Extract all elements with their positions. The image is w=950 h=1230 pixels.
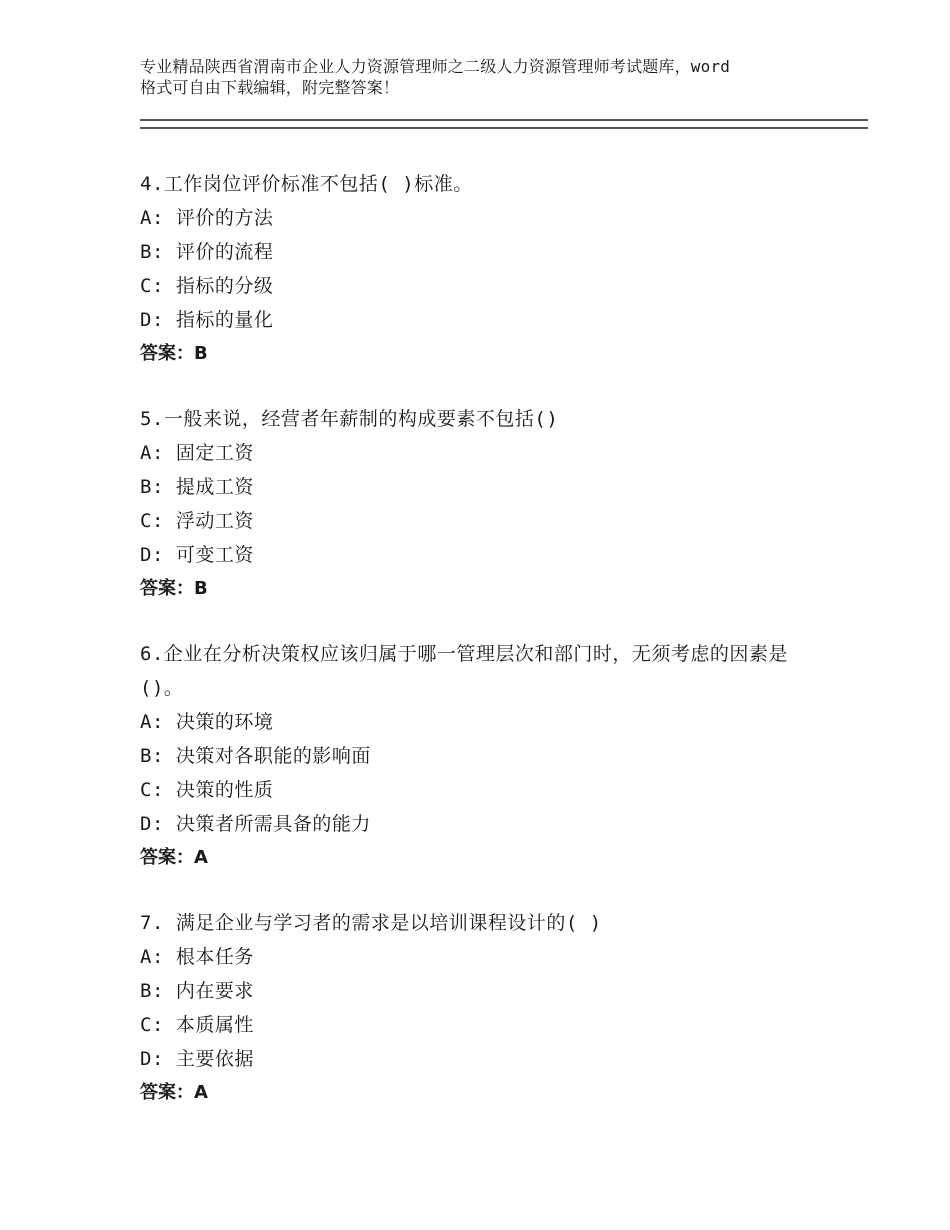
option-a: A: 根本任务: [140, 946, 254, 968]
question-stem: 7. 满足企业与学习者的需求是以培训课程设计的( ): [140, 912, 602, 934]
answer-label: 答案：A: [140, 1082, 208, 1103]
question-7: [140, 906, 868, 1110]
option-a: A: 固定工资: [140, 442, 254, 464]
question-stem: 6.企业在分析决策权应该归属于哪一管理层次和部门时，无须考虑的因素是()。: [140, 643, 788, 699]
header-divider: [140, 119, 868, 129]
option-b: B: 评价的流程: [140, 241, 274, 263]
option-c: C: 决策的性质: [140, 779, 274, 801]
question-5: [140, 402, 868, 606]
option-d: D: 可变工资: [140, 544, 254, 566]
answer-label: 答案：B: [140, 343, 208, 364]
option-a: A: 评价的方法: [140, 207, 274, 229]
document-header: [140, 56, 868, 98]
option-c: C: 浮动工资: [140, 510, 254, 532]
option-b: B: 决策对各职能的影响面: [140, 745, 371, 767]
answer-label: 答案：A: [140, 847, 208, 868]
option-c: C: 本质属性: [140, 1014, 254, 1036]
header-line-2: 格式可自由下载编辑，附完整答案！: [140, 78, 400, 97]
option-b: B: 内在要求: [140, 980, 254, 1002]
question-stem: 4.工作岗位评价标准不包括( )标准。: [140, 173, 473, 195]
option-d: D: 指标的量化: [140, 309, 274, 331]
answer-label: 答案：B: [140, 578, 208, 599]
question-stem: 5.一般来说，经营者年薪制的构成要素不包括(): [140, 408, 559, 430]
document-page: [140, 56, 868, 1141]
question-4: [140, 167, 868, 371]
option-c: C: 指标的分级: [140, 275, 274, 297]
option-d: D: 主要依据: [140, 1048, 254, 1070]
option-d: D: 决策者所需具备的能力: [140, 813, 371, 835]
option-a: A: 决策的环境: [140, 711, 274, 733]
question-list: [140, 167, 868, 1110]
option-b: B: 提成工资: [140, 476, 254, 498]
question-6: [140, 637, 868, 875]
header-line-1: 专业精品陕西省渭南市企业人力资源管理师之二级人力资源管理师考试题库，word: [140, 57, 731, 76]
